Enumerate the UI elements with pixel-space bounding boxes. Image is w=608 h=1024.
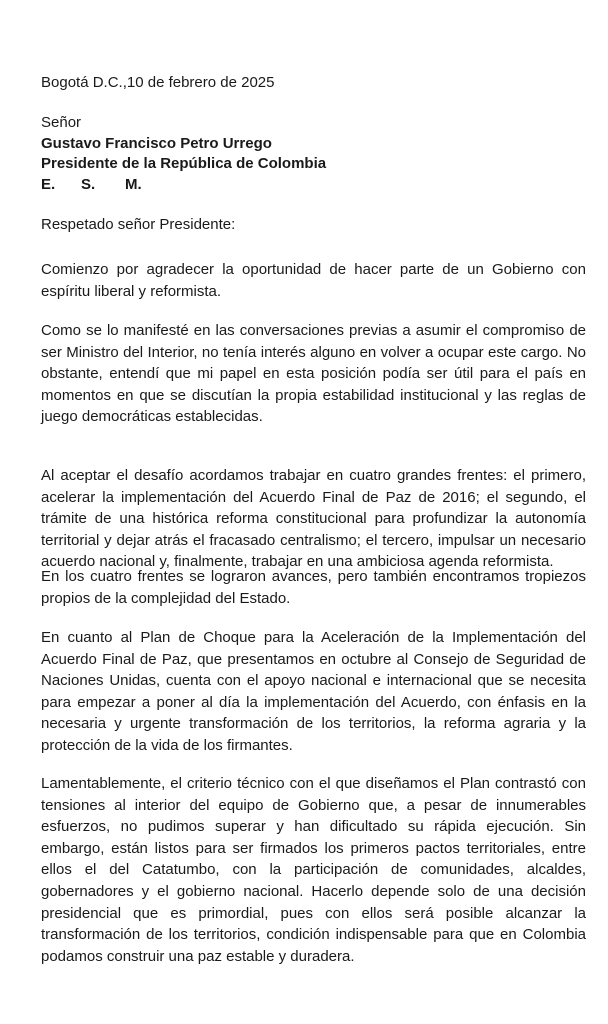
addressee-block	[41, 113, 581, 195]
addressee-honorific: Señor	[41, 114, 82, 131]
esm-s: S.	[81, 175, 96, 193]
salutation: Respetado señor Presidente:	[41, 216, 236, 233]
paragraph-1: Comienzo por agradecer la oportunidad de hacer parte de un Gobierno con espíritu liberal y reformista.	[41, 261, 586, 300]
paragraph-5: En cuanto al Plan de Choque para la Aceleración de la Implementación del Acuerdo Final de Paz, que presentamos en octubre al Consejo de Seguridad de Naciones Unidas, cuenta con el apoyo nacional e internacional que se necesita para empezar a poner al día la implementación del Acuerdo, con énfasis en la necesaria y urgente transformación de los territorios, la reforma agraria y la protección de la vida de los firmantes.	[41, 629, 586, 754]
paragraph-6: Lamentablemente, el criterio técnico con el que diseñamos el Plan contrastó con tensiones al interior del equipo de Gobierno que, a pesar de innumerables esfuerzos, no pudimos superar y han dificultado su rápida ejecución. Sin embargo, están listos para ser firmados los primeros pactos territoriales, entre ellos el del Catatumbo, con la participación de comunidades, alcaldes, gobernadores y el gobierno nacional. Hacerlo depende solo de una decisión presidencial que es primordial, pues con ellos será posible alcanzar la transformación de los territorios, condición indispensable para que en Colombia podamos construir una paz estable y duradera.	[41, 775, 586, 965]
paragraph-3: Al aceptar el desafío acordamos trabajar en cuatro grandes frentes: el primero, acelerar la implementación del Acuerdo Final de Paz de 2016; el segundo, el trámite de una histórica reforma constitucional para profundizar la autonomía territorial y dejar atrás el fracasado centralismo; el tercero, impulsar un necesario acuerdo nacional y, finalmente, trabajar en una ambiciosa agenda reformista.	[41, 467, 586, 571]
paragraph-4: En los cuatro frentes se lograron avances, pero también encontramos tropiezos propios de la complejidad del Estado.	[41, 568, 586, 607]
esm-e: E.	[41, 175, 56, 193]
letter-date: Bogotá D.C.,10 de febrero de 2025	[41, 74, 275, 91]
addressee-esm	[41, 175, 581, 196]
addressee-title: Presidente de la República de Colombia	[41, 155, 327, 172]
esm-m: M.	[125, 175, 142, 193]
addressee-name: Gustavo Francisco Petro Urrego	[41, 134, 272, 152]
paragraph-2: Como se lo manifesté en las conversaciones previas a asumir el compromiso de ser Ministro del Interior, no tenía interés alguno en volver a ocupar este cargo. No obstante, entendí que mi papel en esta posición podía ser útil para el país en momentos en que se discutían la propia estabilidad institucional y las reglas de juego democráticas establecidas.	[41, 322, 586, 426]
